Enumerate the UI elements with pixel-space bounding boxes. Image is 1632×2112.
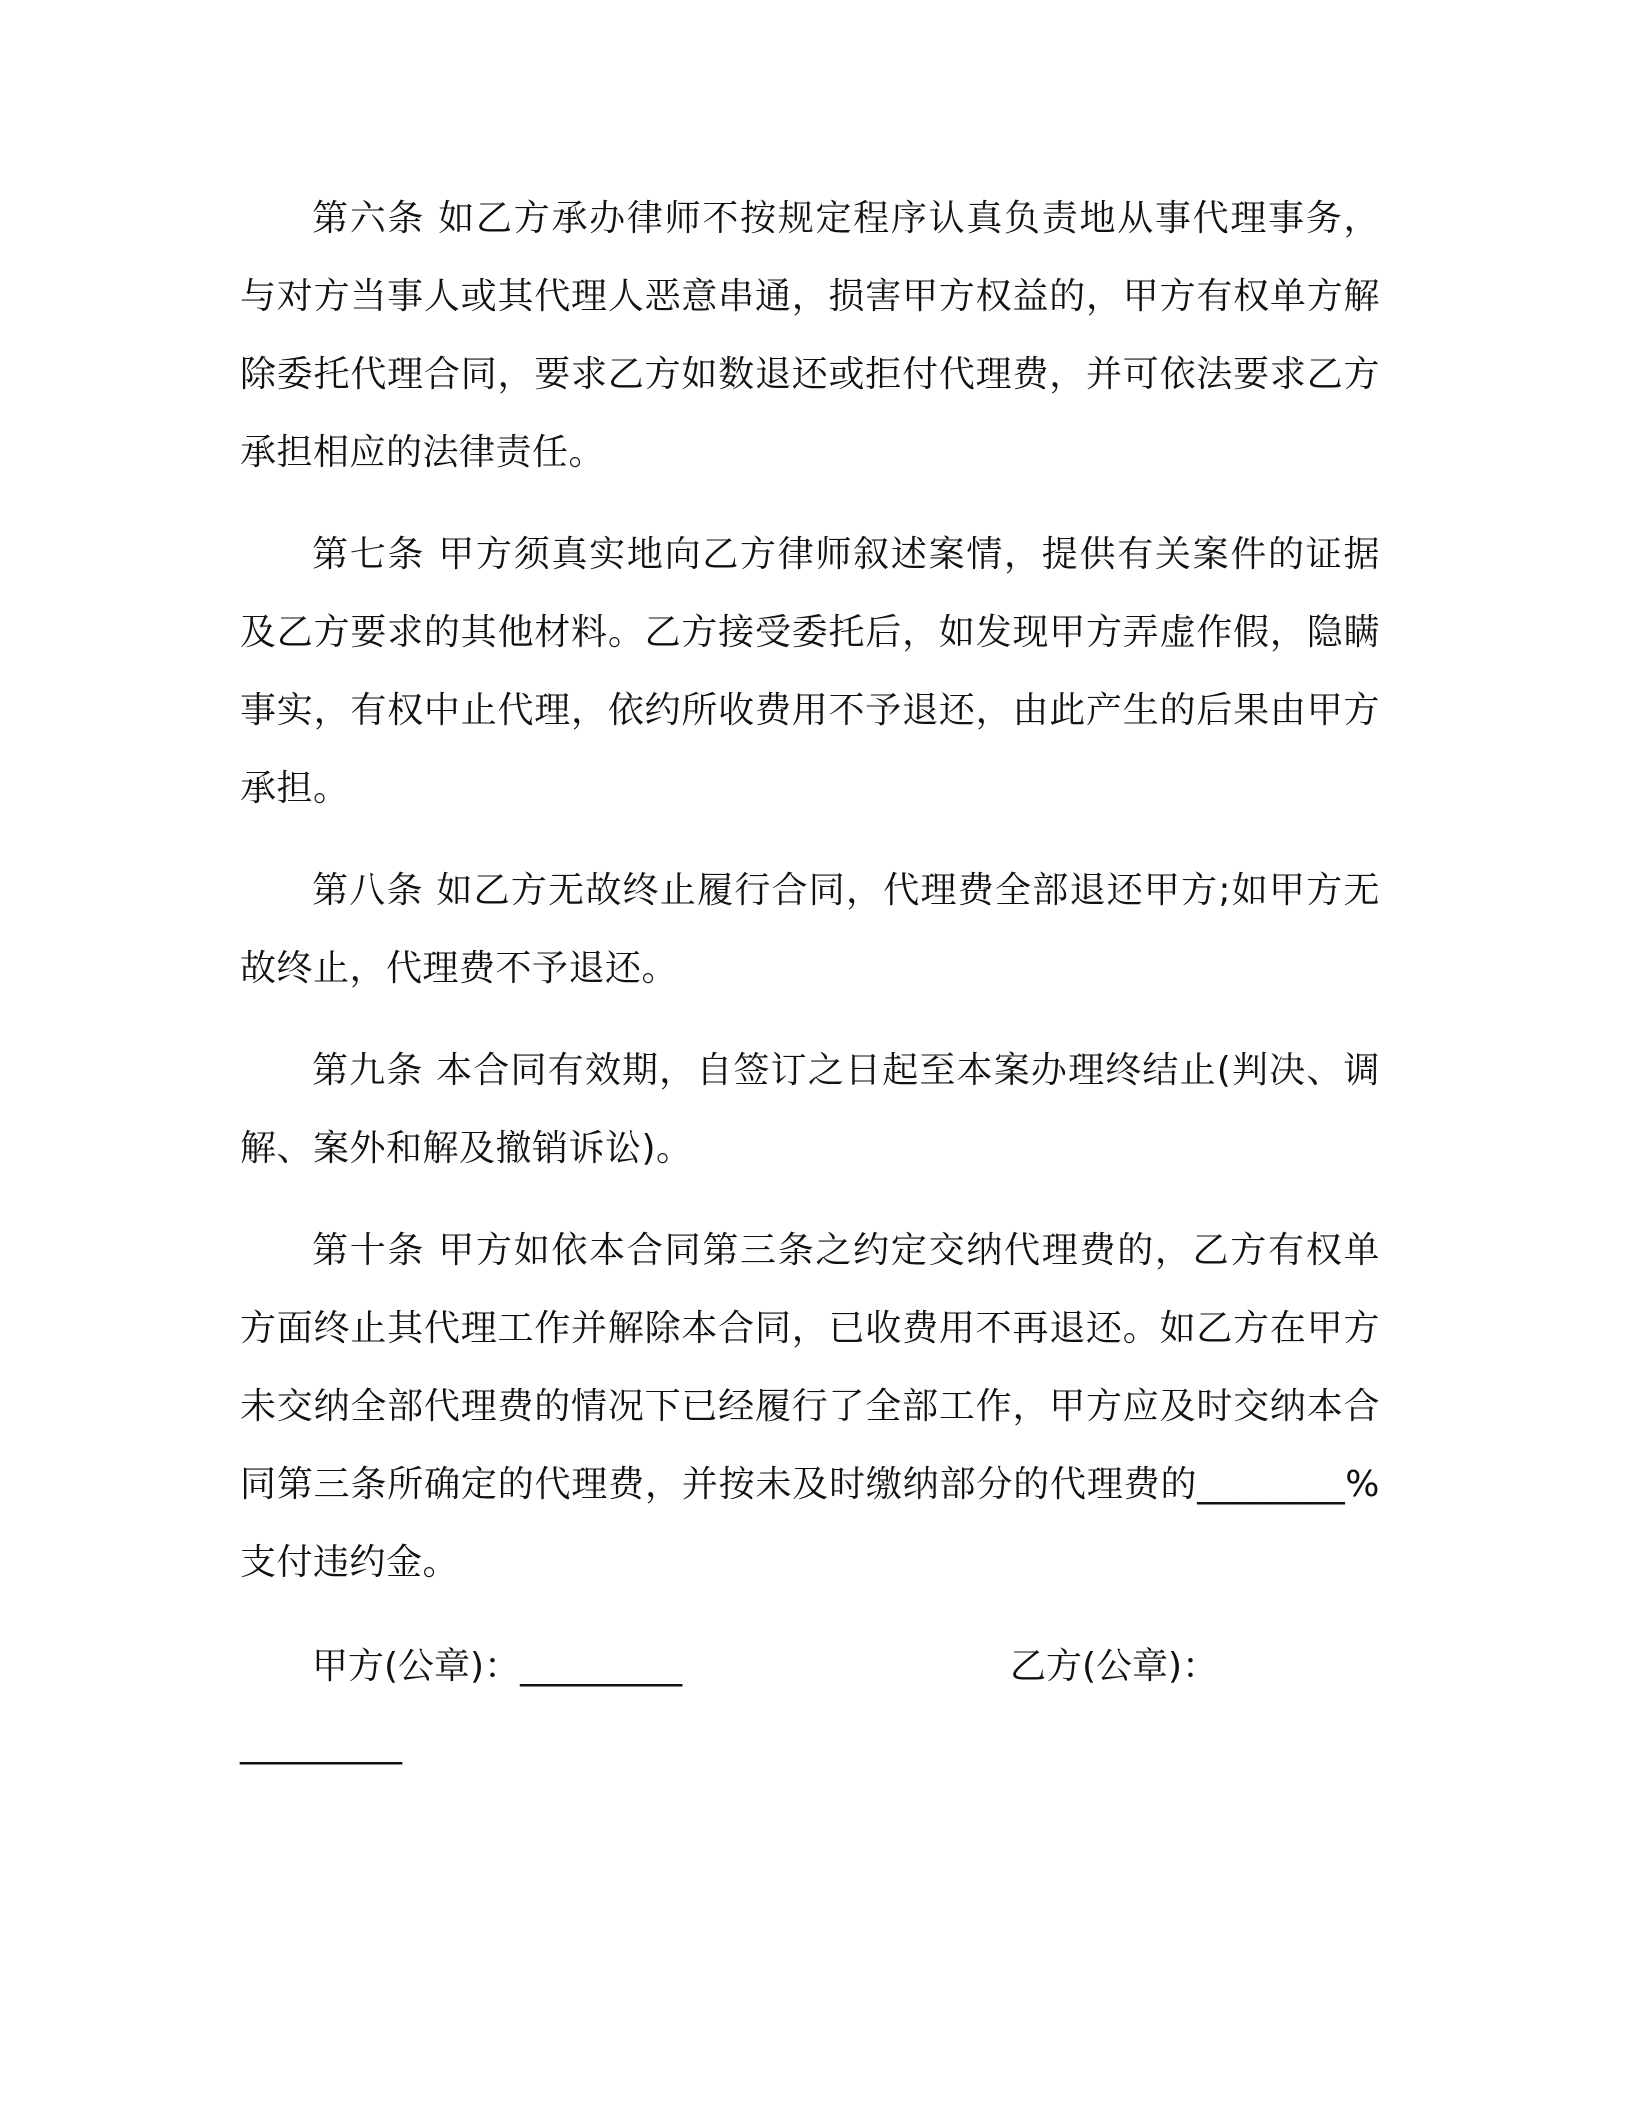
- article-6: 第六条 如乙方承办律师不按规定程序认真负责地从事代理事务，与对方当事人或其代理人恶意串通，损害甲方权益的，甲方有权单方解除委托代理合同，要求乙方如数退还或拒付代理费，并可依法要求乙方承担相应的法律责任。: [240, 198, 1380, 473]
- article-10: 第十条 甲方如依本合同第三条之约定交纳代理费的，乙方有权单方面终止其代理工作并解除本合同，已收费用不再退还。如乙方在甲方未交纳全部代理费的情况下已经履行了全部工作，甲方应及时交纳本合同第三条所确定的代理费，并按未及时缴纳部分的代理费的________%支付违约金。: [240, 1230, 1380, 1583]
- article-9: 第九条 本合同有效期，自签订之日起至本案办理终结止(判决、调解、案外和解及撤销诉讼)。: [240, 1050, 1380, 1169]
- party-b-seal-blank: _________: [240, 1724, 402, 1765]
- party-b-seal-label: 乙方(公章)：: [1010, 1646, 1219, 1687]
- party-a-seal-label: 甲方(公章)：_________: [312, 1646, 683, 1687]
- signature-row: [240, 1628, 1380, 1706]
- contract-body: [240, 180, 1380, 1626]
- article-7: 第七条 甲方须真实地向乙方律师叙述案情，提供有关案件的证据及乙方要求的其他材料。乙方接受委托后，如发现甲方弄虚作假，隐瞒事实，有权中止代理，依约所收费用不予退还，由此产生的后果由甲方承担。: [240, 534, 1380, 809]
- article-8: 第八条 如乙方无故终止履行合同，代理费全部退还甲方;如甲方无故终止，代理费不予退还。: [240, 870, 1380, 989]
